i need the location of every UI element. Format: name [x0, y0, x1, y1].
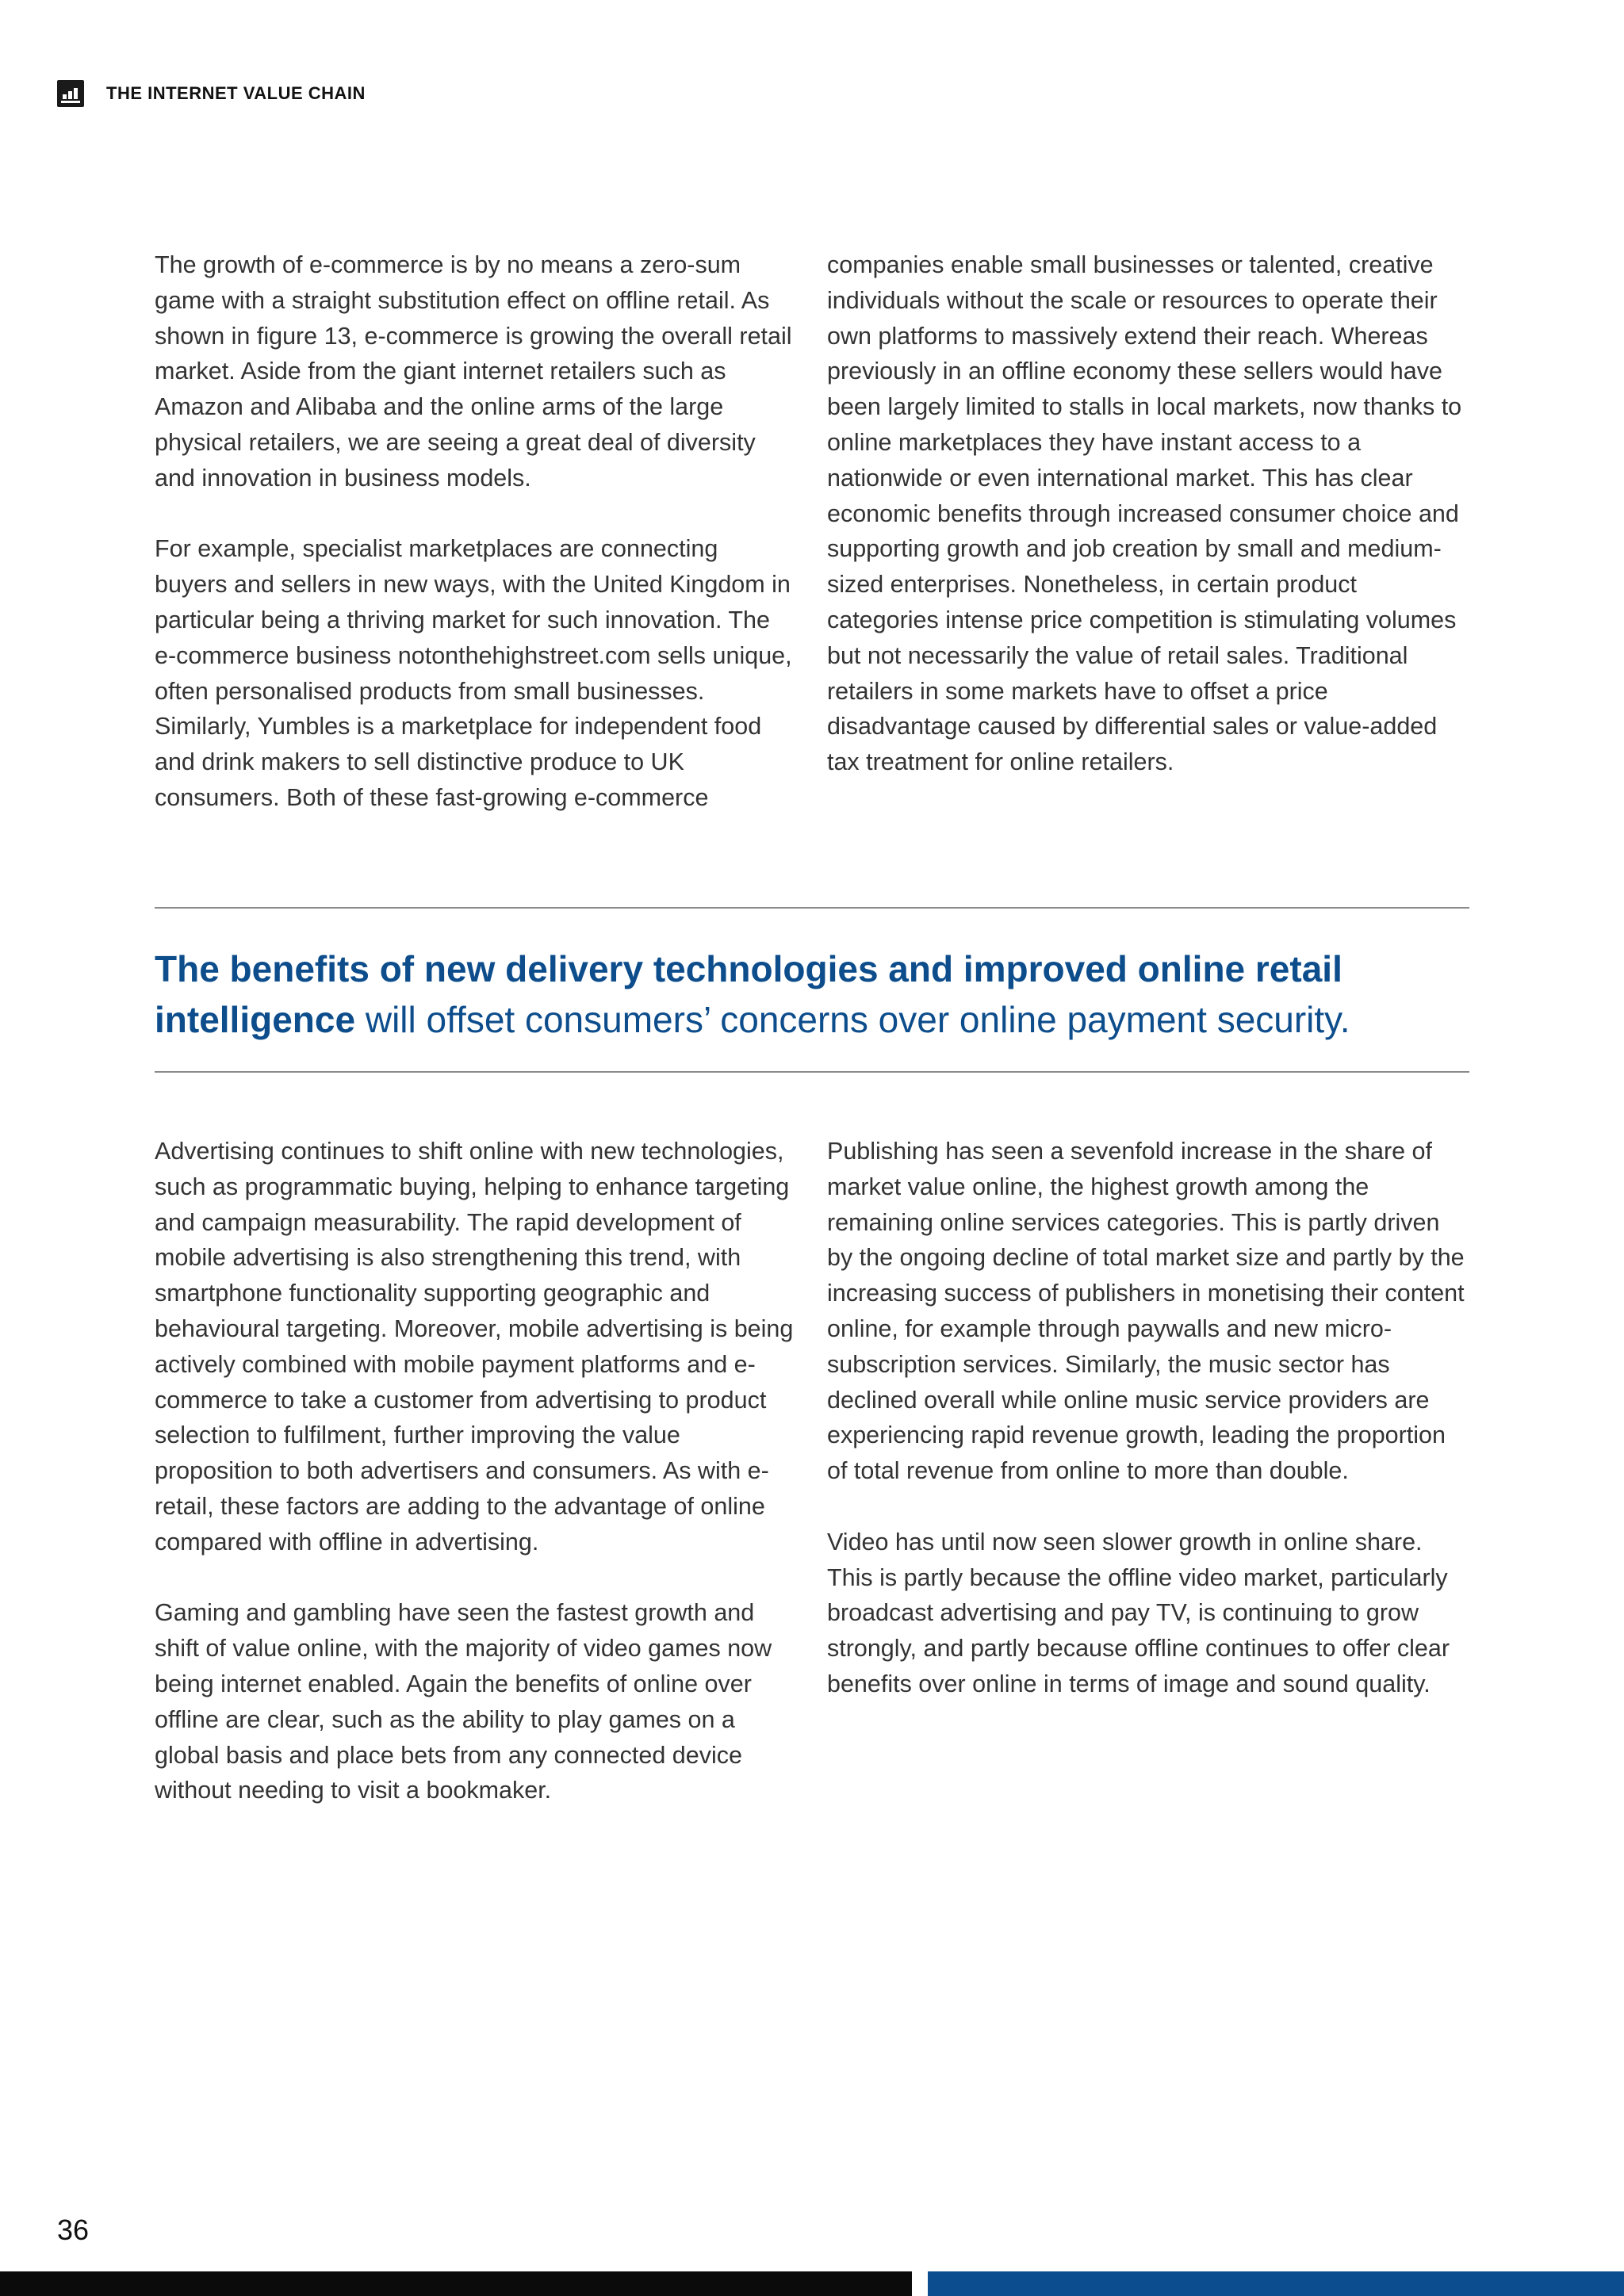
- running-header: [57, 79, 366, 108]
- paragraph: Advertising continues to shift online with new technologies, such as programmatic buying, helping to enhance targeting and campaign measurability. The rapid development of mobile advertising is also strengthening this trend, with smartphone functionality supporting geographic and behavioural targeting. Moreover, mobile advertising is being actively combined with mobile payment platforms and e-commerce to take a customer from advertising to product selection to fulfilment, further improving the value proposition to both advertisers and consumers. As with e-retail, these factors are adding to the advantage of online compared with offline in advertising.: [155, 1138, 794, 1556]
- footer-bar-black: [0, 2271, 912, 2296]
- pullquote-bold: The benefits of new delivery technologies and improved online retail intelligence: [155, 948, 1342, 1040]
- top-left-column: [155, 247, 797, 816]
- bottom-left-column: [155, 1134, 797, 1808]
- top-text-section: [155, 247, 1469, 816]
- bottom-text-section: [155, 1134, 1469, 1808]
- paragraph: The growth of e-commerce is by no means a zero-sum game with a straight substitution effect on offline retail. As shown in figure 13, e-commerce is growing the overall retail market. Aside from the giant internet retailers such as Amazon and Alibaba and the online arms of the large physical retailers, we are seeing a great deal of diversity and innovation in business models.: [155, 251, 792, 492]
- bottom-right-column: [827, 1134, 1469, 1808]
- paragraph: For example, specialist marketplaces are connecting buyers and sellers in new ways, with the United Kingdom in particular being a thriving market for such innovation. The e-commerce business notonthehighstreet.com sells unique, often personalised products from small businesses. Similarly, Yumbles is a marketplace for independent food and drink makers to sell distinctive produce to UK consumers. Both of these fast-growing e-commerce: [155, 535, 792, 811]
- divider-top: [155, 907, 1469, 909]
- paragraph: companies enable small businesses or talented, creative individuals without the scale or resources to operate their own platforms to massively extend their reach. Whereas previously in an offline economy these sellers would have been largely limited to stalls in local markets, now thanks to online marketplaces they have instant access to a nationwide or even international market. This has clear economic benefits through increased consumer choice and supporting growth and job creation by small and medium-sized enterprises. Nonetheless, in certain product categories intense price competition is stimulating volumes but not necessarily the value of retail sales. Traditional retailers in some markets have to offset a price disadvantage caused by differential sales or value-added tax treatment for online retailers.: [827, 251, 1462, 776]
- pullquote: [155, 943, 1487, 1045]
- footer-bar-blue: [928, 2271, 1624, 2296]
- paragraph: Video has until now seen slower growth in online share. This is partly because the offline video market, particularly broadcast advertising and pay TV, is continuing to grow strongly, and partly because offline continues to offer clear benefits over online in terms of image and sound quality.: [827, 1528, 1450, 1697]
- header-title: THE INTERNET VALUE CHAIN: [106, 83, 366, 103]
- divider-bottom: [155, 1071, 1469, 1073]
- paragraph: Gaming and gambling have seen the fastest growth and shift of value online, with the majority of video games now being internet enabled. Again the benefits of online over offline are clear, such as the ability to play games on a global basis and place bets from any connected device without needing to visit a bookmaker.: [155, 1599, 772, 1804]
- top-right-column: [827, 247, 1469, 816]
- paragraph: Publishing has seen a sevenfold increase in the share of market value online, the highest growth among the remaining online services categories. This is partly driven by the ongoing decline of total market size and partly by the increasing success of publishers in monetising their content online, for example through paywalls and new micro-subscription services. Similarly, the music sector has declined overall while online music service providers are experiencing rapid revenue growth, leading the proportion of total revenue from online to more than double.: [827, 1138, 1465, 1485]
- pullquote-light: will offset consumers’ concerns over online payment security.: [355, 999, 1350, 1040]
- page-number: 36: [57, 2214, 90, 2246]
- bar-chart-logo-icon: [57, 80, 84, 107]
